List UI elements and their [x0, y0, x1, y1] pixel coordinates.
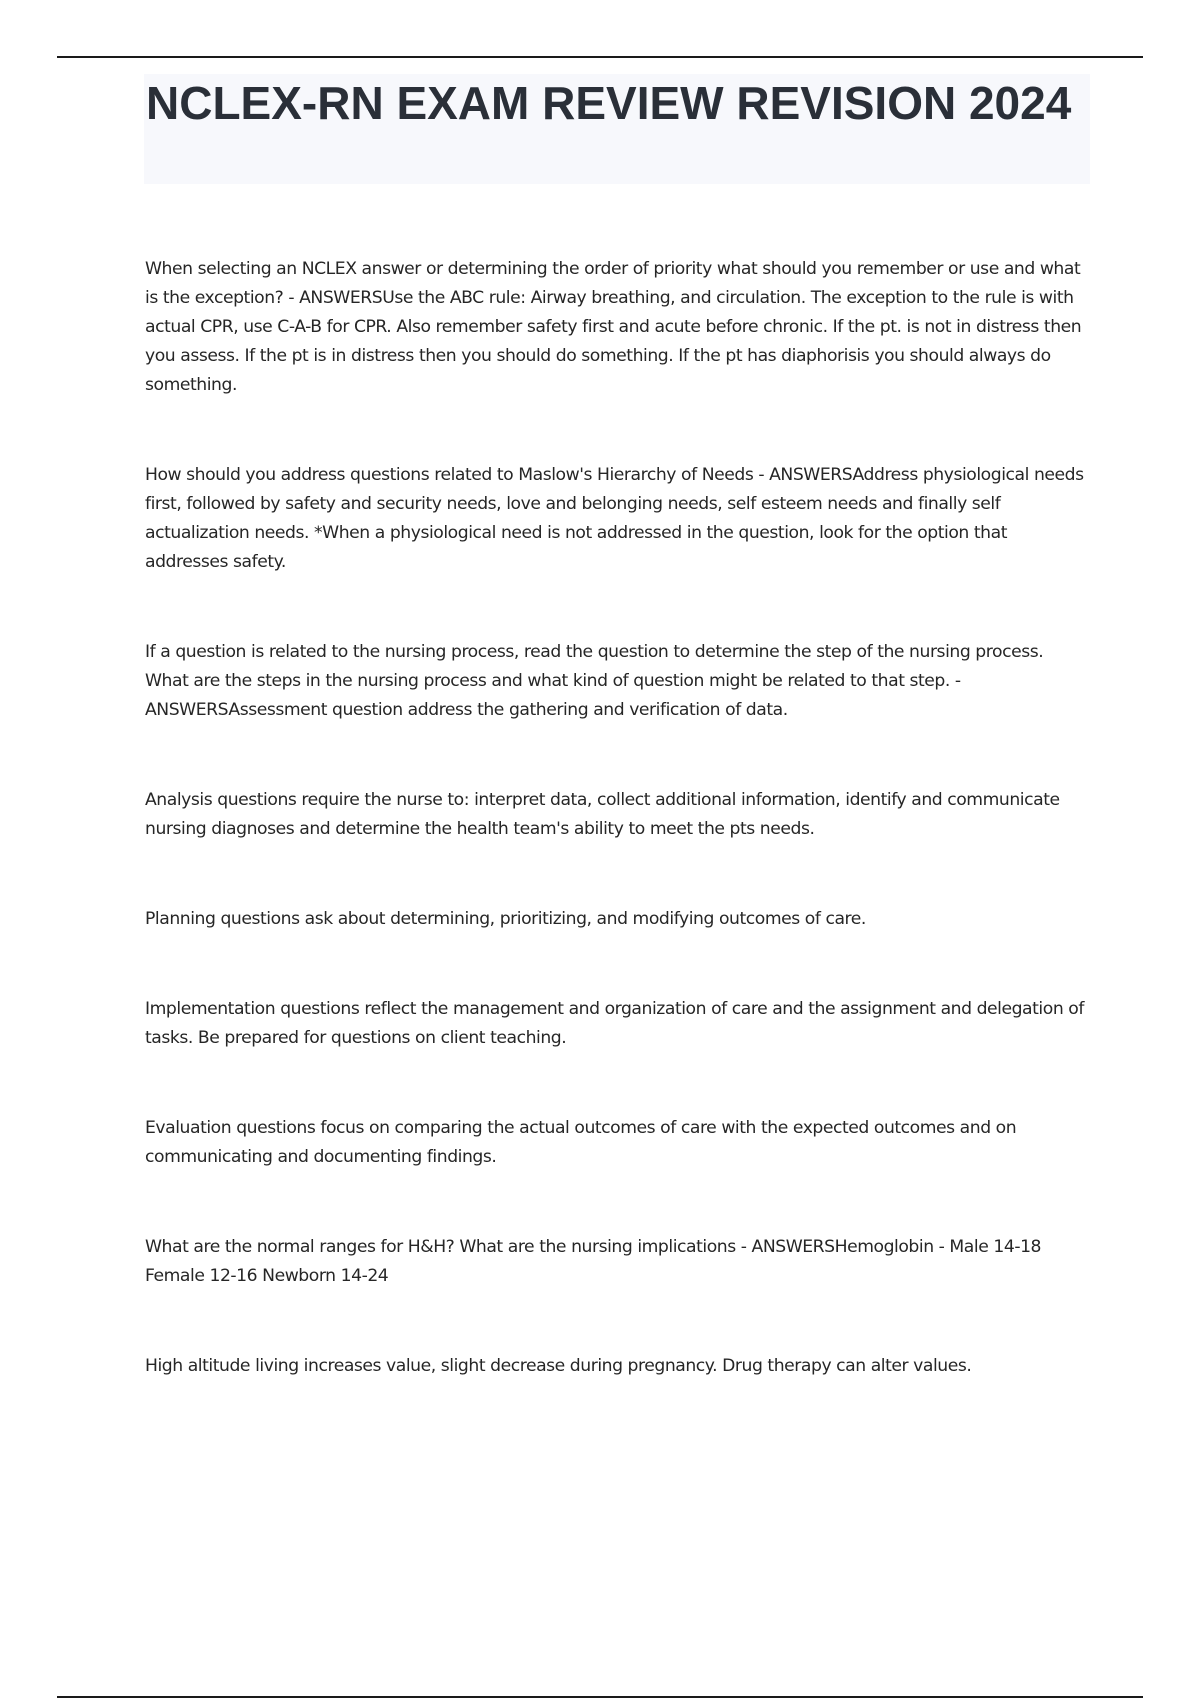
paragraph-implementation: Implementation questions reflect the management and organization of care and the assignment and delegation of tasks. Be prepared for questions on client teaching. [145, 999, 1084, 1048]
document-body [145, 255, 1090, 1381]
paragraph-evaluation: Evaluation questions focus on comparing the actual outcomes of care with the expected outcomes and on communicating and documenting findings. [145, 1118, 1017, 1167]
paragraph-abc-rule: When selecting an NCLEX answer or determining the order of priority what should you remember or use and what is the exception? - ANSWERSUse the ABC rule: Airway breathing, and circulation. The exception to the rule is with actual CPR, use C-A-B for CPR. Also remember safety first and acute before chronic. If the pt. is not in distress then you assess. If the pt is in distress then you should do something. If the pt has diaphorisis you should always do something. [145, 259, 1082, 395]
paragraph-altitude: High altitude living increases value, slight decrease during pregnancy. Drug therapy can alter values. [145, 1356, 972, 1376]
document-title: NCLEX-RN EXAM REVIEW REVISION 2024 [146, 77, 1072, 129]
bottom-rule [57, 1696, 1143, 1698]
paragraph-nursing-process: If a question is related to the nursing process, read the question to determine the step of the nursing process. What are the steps in the nursing process and what kind of question might be related to that step. - ANSWERSAssessment question address the gathering and verification of data. [145, 642, 1044, 720]
paragraph-planning: Planning questions ask about determining, prioritizing, and modifying outcomes of care. [145, 909, 866, 929]
top-rule [57, 56, 1143, 58]
paragraph-maslow: How should you address questions related to Maslow's Hierarchy of Needs - ANSWERSAddress physiological needs first, followed by safety and security needs, love and belonging needs, self esteem needs and finally self actualization needs. *When a physiological need is not addressed in the question, look for the option that addresses safety. [145, 465, 1084, 572]
title-banner [144, 74, 1090, 184]
paragraph-hh-ranges: What are the normal ranges for H&H? What are the nursing implications - ANSWERSHemoglobin - Male 14-18 Female 12-16 Newborn 14-24 [145, 1237, 1042, 1286]
paragraph-analysis: Analysis questions require the nurse to: interpret data, collect additional information, identify and communicate nursing diagnoses and determine the health team's ability to meet the pts needs. [145, 790, 1060, 839]
